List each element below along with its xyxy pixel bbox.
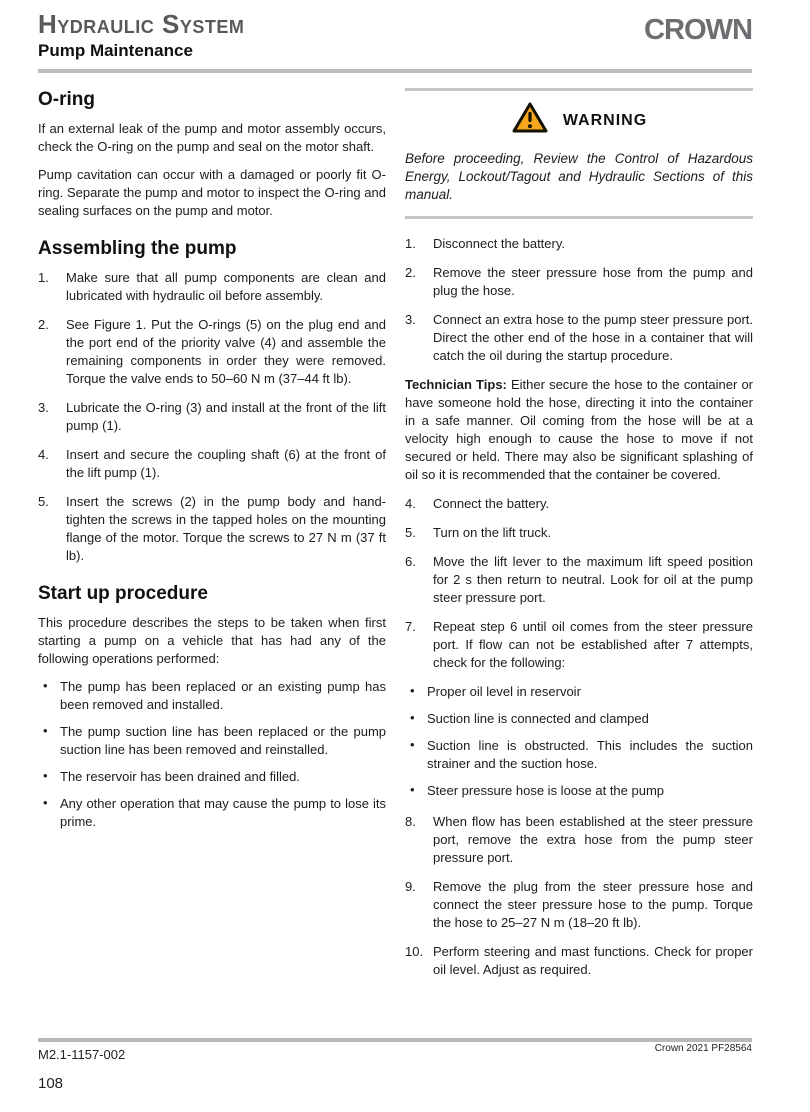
bullet-text: The pump suction line has been replaced or the pump suction line has been removed and reinstalled. [60,724,386,757]
page-header [38,10,752,63]
section-title: Pump Maintenance [38,41,193,60]
bullet-text: Proper oil level in reservoir [427,684,581,699]
technician-tips-text: Either secure the hose to the container or have someone hold the hose, directing it into the container in a safe manner. Oil coming from the hose will be at a velocity high enough to cause the hose to move if not secured or held. There may also be significant splashing of oil so it is recommended that the container be covered. [405,377,753,482]
step-number: 3. [38,400,49,415]
step-number: 7. [405,619,416,634]
publication-code: Crown 2021 PF28564 [654,1043,752,1054]
header-divider [38,69,752,73]
procedure-step-3 [405,311,753,365]
assembling-step-3 [38,399,386,435]
step-text: Turn on the lift truck. [433,525,552,540]
assembling-step-1 [38,269,386,305]
oring-heading: O-ring [38,89,95,110]
assembling-heading: Assembling the pump [38,238,237,259]
document-number: M2.1-1157-002 [38,1047,126,1062]
step-text: Remove the plug from the steer pressure hose and connect the steer pressure hose to the pump. Torque the hose to 25–27 N m (18–20 ft lb). [433,879,753,930]
right-column [405,88,753,990]
procedure-step-6 [405,553,753,607]
warning-triangle-icon [511,101,549,140]
step-number: 4. [38,447,49,462]
startup-intro: This procedure describes the steps to be taken when first starting a pump on a vehicle that has had any of the following operations performed: [38,615,386,666]
procedure-step-1 [405,235,753,253]
step-number: 10. [405,944,424,959]
step-text: When flow has been established at the steer pressure port, remove the extra hose from the pump steer pressure port. [433,814,753,865]
bullet-marker: • [43,795,48,810]
oring-paragraph-2: Pump cavitation can occur with a damaged or poorly fit O-ring. Separate the pump and motor to inspect the O-ring and sealing surfaces on the pump and motor. [38,167,386,218]
procedure-step-2 [405,264,753,300]
step-number: 4. [405,496,416,511]
warning-label: WARNING [562,111,648,129]
step-text: Remove the steer pressure hose from the pump and plug the hose. [433,265,753,298]
step-number: 1. [38,270,49,285]
step-text: Disconnect the battery. [433,236,565,251]
step-number: 1. [405,236,416,251]
step-text: Make sure that all pump components are clean and lubricated with hydraulic oil before assembly. [66,270,386,303]
startup-bullet-1 [38,678,386,714]
bullet-marker: • [43,678,48,693]
assembling-step-4 [38,446,386,482]
procedure-step-7 [405,618,753,672]
bullet-text: The pump has been replaced or an existing pump has been removed and installed. [60,679,386,712]
step-text: Insert the screws (2) in the pump body and hand-tighten the screws in the tapped holes on the mounting flange of the motor. Torque the screws to 27 N m (37 ft lb). [66,494,386,563]
step-number: 8. [405,814,416,829]
check-item-2 [405,710,753,728]
step-text: Repeat step 6 until oil comes from the steer pressure port. If flow can not be established after 7 attempts, check for the following: [433,619,753,670]
procedure-step-9 [405,878,753,932]
step-text: See Figure 1. Put the O-rings (5) on the plug end and the port end of the priority valve (4) and assemble the remaining components in order they were removed. Torque the valve ends to 50–60 N m (37–44 ft lb). [66,317,386,386]
procedure-step-10 [405,943,753,979]
warning-header [405,101,753,140]
warning-box [405,88,753,219]
warning-text: Before proceeding, Review the Control of Hazardous Energy, Lockout/Tagout and Hydraulic Sections of this manual. [405,151,753,202]
step-text: Connect the battery. [433,496,550,511]
bullet-marker: • [410,782,415,797]
startup-heading: Start up procedure [38,583,208,604]
bullet-text: Any other operation that may cause the pump to lose its prime. [60,796,386,829]
bullet-marker: • [43,723,48,738]
step-number: 6. [405,554,416,569]
check-item-4 [405,782,753,800]
step-text: Insert and secure the coupling shaft (6) at the front of the lift pump (1). [66,447,386,480]
startup-bullet-4 [38,795,386,831]
footer-divider [38,1038,752,1042]
chapter-title: Hydraulic System [38,9,245,39]
assembling-step-5 [38,493,386,565]
step-number: 9. [405,879,416,894]
procedure-step-8 [405,813,753,867]
startup-bullet-2 [38,723,386,759]
startup-bullet-3 [38,768,386,786]
bullet-marker: • [43,768,48,783]
step-text: Lubricate the O-ring (3) and install at the front of the lift pump (1). [66,400,386,433]
step-number: 2. [405,265,416,280]
bullet-text: Steer pressure hose is loose at the pump [427,783,665,798]
check-item-1 [405,683,753,701]
procedure-step-5 [405,524,753,542]
step-text: Connect an extra hose to the pump steer pressure port. Direct the other end of the hose in a container that will catch the oil during the startup procedure. [433,312,753,363]
bullet-marker: • [410,710,415,725]
step-text: Move the lift lever to the maximum lift speed position for 2 s then return to neutral. Look for oil at the pump steer pressure port. [433,554,753,605]
page-number: 108 [38,1075,64,1092]
procedure-step-4 [405,495,753,513]
left-column [38,88,386,840]
step-text: Perform steering and mast functions. Check for proper oil level. Adjust as required. [433,944,753,977]
check-item-3 [405,737,753,773]
step-number: 3. [405,312,416,327]
oring-paragraph-1: If an external leak of the pump and motor assembly occurs, check the O-ring on the pump and seal on the motor shaft. [38,121,386,154]
bullet-text: The reservoir has been drained and filled. [60,769,300,784]
crown-logo: CROWN [644,14,752,46]
bullet-text: Suction line is connected and clamped [427,711,649,726]
step-number: 5. [38,494,49,509]
bullet-text: Suction line is obstructed. This includes the suction strainer and the suction hose. [427,738,753,771]
step-number: 5. [405,525,416,540]
step-number: 2. [38,317,49,332]
assembling-step-2 [38,316,386,388]
technician-tips-lead: Technician Tips: [405,377,511,392]
bullet-marker: • [410,683,415,698]
technician-tips [405,376,753,484]
bullet-marker: • [410,737,415,752]
